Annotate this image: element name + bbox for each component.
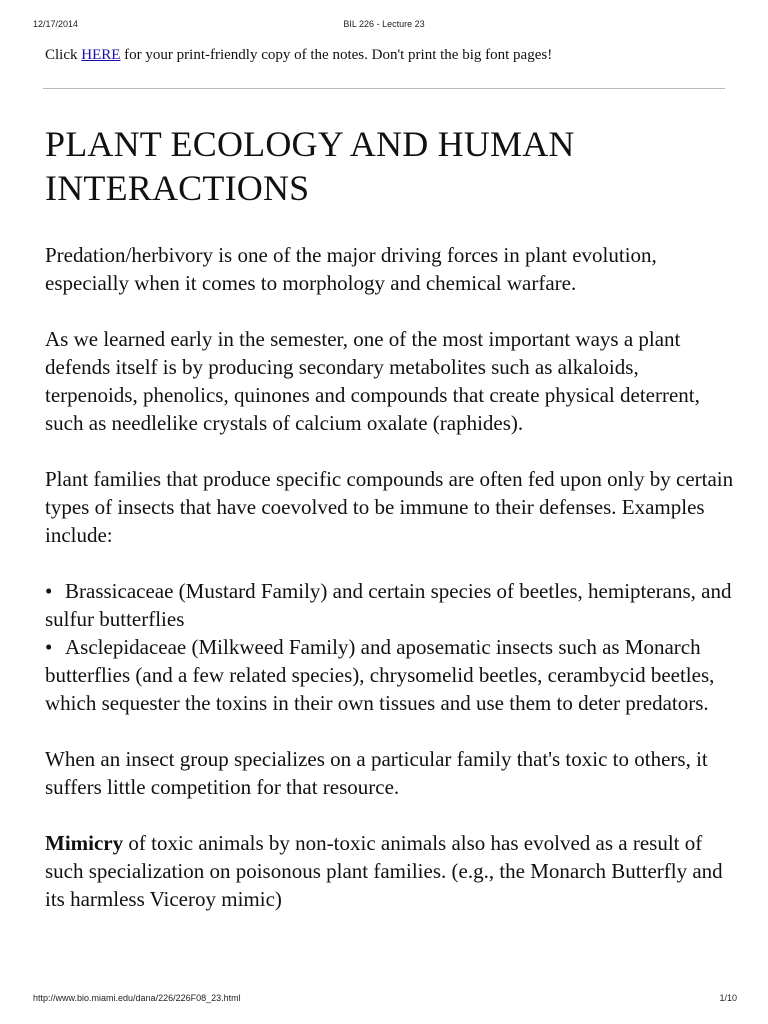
divider: [43, 88, 725, 89]
print-header-date: 12/17/2014: [33, 19, 79, 29]
list-item: [45, 633, 735, 717]
bullet-icon: •: [45, 635, 53, 659]
paragraph-mimicry: [45, 829, 735, 913]
mimicry-term: Mimicry: [45, 831, 124, 855]
list-item-text: Asclepidaceae (Milkweed Family) and aposematic insects such as Monarch butterflies (and a few related species), chrysomelid beetles, cerambycid beetles, which sequester the toxins in their own tissues and use them to deter predators.: [45, 635, 715, 715]
print-friendly-link[interactable]: HERE: [81, 47, 121, 63]
paragraph-plant-families: Plant families that produce specific compounds are often fed upon only by certain types of insects that have coevolved to be immune to their defenses. Examples include:: [45, 467, 734, 547]
list-item-text: Brassicaceae (Mustard Family) and certain species of beetles, hemipterans, and sulfur butterflies: [45, 579, 732, 631]
print-note-suffix: for your print-friendly copy of the notes. Don't print the big font pages!: [120, 47, 553, 63]
examples-list: [45, 577, 735, 717]
print-footer-url: http://www.bio.miami.edu/dana/226/226F08_23.html: [33, 993, 241, 1003]
paragraph-secondary-metabolites: As we learned early in the semester, one of the most important ways a plant defends itself is by producing secondary metabolites such as alkaloids, terpenoids, phenolics, quinones and compounds that create physical deterrent, such as needlelike crystals of calcium oxalate (raphides).: [45, 327, 700, 435]
print-header-title: BIL 226 - Lecture 23: [343, 19, 425, 29]
print-note: [45, 44, 735, 66]
bullet-icon: •: [45, 579, 53, 603]
document-content: [45, 44, 735, 913]
page-title-line-2: INTERACTIONS: [45, 168, 310, 208]
print-footer-page-number: 1/10: [719, 993, 737, 1003]
paragraph-competition: When an insect group specializes on a particular family that's toxic to others, it suffers little competition for that resource.: [45, 747, 708, 799]
mimicry-text: of toxic animals by non-toxic animals also has evolved as a result of such specialization on poisonous plant families. (e.g., the Monarch Butterfly and its harmless Viceroy mimic): [45, 831, 723, 911]
page-title-line-1: PLANT ECOLOGY AND HUMAN: [45, 124, 575, 164]
paragraph-predation: Predation/herbivory is one of the major driving forces in plant evolution, especially when it comes to morphology and chemical warfare.: [45, 243, 657, 295]
list-item: [45, 577, 735, 633]
print-note-prefix: Click: [45, 47, 82, 63]
page-title: [45, 122, 735, 210]
